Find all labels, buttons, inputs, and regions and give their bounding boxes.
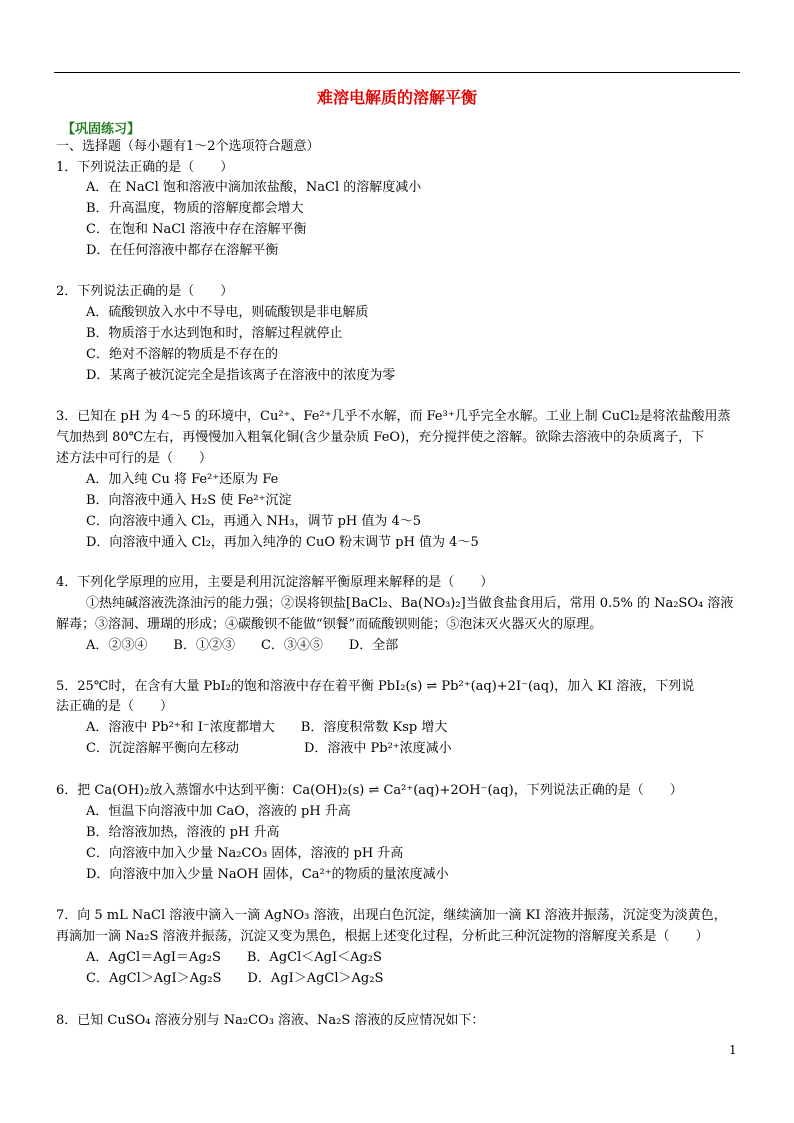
question-3-stem-line-2: 气加热到 80℃左右，再慢慢加入粗氧化铜(含少量杂质 FeO)，充分搅拌使之溶解。欲除去溶液中的杂质离子，下 — [56, 430, 705, 445]
question-3-option-b: B．向溶液中通入 H₂S 使 Fe²⁺沉淀 — [86, 493, 292, 508]
section-tag: 【巩固练习】 — [62, 122, 141, 137]
page-number: 1 — [729, 1043, 737, 1057]
page-title: 难溶电解质的溶解平衡 — [316, 88, 477, 107]
question-2-option-a: A．硫酸钡放入水中不导电，则硫酸钡是非电解质 — [86, 305, 369, 320]
question-7-stem-line-1: 7．向 5 mL NaCl 溶液中滴入一滴 AgNO₃ 溶液，出现白色沉淀，继续滴加一滴 KI 溶液并振荡，沉淀变为淡黄色， — [56, 908, 727, 923]
question-3-option-c: C．向溶液中通入 Cl₂，再通入 NH₃，调节 pH 值为 4～5 — [86, 514, 422, 529]
question-4-stem-line-2: ①热纯碱溶液洗涤油污的能力强；②误将钡盐[BaCl₂、Ba(NO₃)₂]当做食盐食用后，常用 0.5% 的 Na₂SO₄ 溶液 — [86, 596, 734, 611]
question-2-option-b: B．物质溶于水达到饱和时，溶解过程就停止 — [86, 326, 343, 341]
question-1-option-b: B．升高温度，物质的溶解度都会增大 — [86, 201, 304, 216]
question-1-option-d: D．在任何溶液中都存在溶解平衡 — [86, 243, 279, 258]
question-2-stem: 2．下列说法正确的是（ ） — [56, 284, 234, 299]
question-6-option-c: C．向溶液中加入少量 Na₂CO₃ 固体，溶液的 pH 升高 — [86, 846, 404, 861]
question-3-stem-line-3: 述方法中可行的是（ ） — [56, 451, 213, 466]
question-3-option-d: D．向溶液中通入 Cl₂，再加入纯净的 CuO 粉末调节 pH 值为 4～5 — [86, 535, 479, 550]
question-5-options-ab: A．溶液中 Pb²⁺和 I⁻浓度都增大 B．溶度积常数 Ksp 增大 — [86, 720, 448, 735]
part-heading: 一、选择题（每小题有1～2个选项符合题意） — [56, 139, 320, 154]
question-5-options-cd: C．沉淀溶解平衡向左移动 D．溶液中 Pb²⁺浓度减小 — [86, 741, 452, 756]
question-6-option-d: D．向溶液中加入少量 NaOH 固体，Ca²⁺的物质的量浓度减小 — [86, 867, 449, 882]
question-1-option-c: C．在饱和 NaCl 溶液中存在溶解平衡 — [86, 222, 307, 237]
question-3-option-a: A．加入纯 Cu 将 Fe²⁺还原为 Fe — [86, 472, 279, 487]
question-7-options-ab: A．AgCl＝AgI＝Ag₂S B．AgCl＜AgI＜Ag₂S — [86, 950, 382, 965]
question-2-option-c: C．绝对不溶解的物质是不存在的 — [86, 347, 278, 362]
question-6-option-b: B．给溶液加热，溶液的 pH 升高 — [86, 825, 280, 840]
question-7-options-cd: C．AgCl＞AgI＞Ag₂S D．AgI＞AgCl＞Ag₂S — [86, 971, 384, 986]
question-4-stem-line-3: 解毒；③溶洞、珊瑚的形成；④碳酸钡不能做“钡餐”而硫酸钡则能；⑤泡沫灭火器灭火的原理。 — [56, 617, 603, 632]
question-4-stem-line-1: 4．下列化学原理的应用，主要是利用沉淀溶解平衡原理来解释的是（ ） — [56, 575, 494, 590]
question-5-stem-line-2: 法正确的是（ ） — [56, 699, 174, 714]
question-1-option-a: A．在 NaCl 饱和溶液中滴加浓盐酸，NaCl 的溶解度减小 — [86, 180, 422, 195]
question-6-option-a: A．恒温下向溶液中加 CaO，溶液的 pH 升高 — [86, 804, 351, 819]
question-4-options: A．②③④ B．①②③ C．③④⑤ D．全部 — [86, 638, 399, 653]
question-6-stem: 6．把 Ca(OH)₂放入蒸馏水中达到平衡：Ca(OH)₂(s) ⇌ Ca²⁺(aq)+2OH⁻(aq)，下列说法正确的是（ ） — [56, 783, 683, 798]
question-8-stem: 8．已知 CuSO₄ 溶液分别与 Na₂CO₃ 溶液、Na₂S 溶液的反应情况如下： — [56, 1013, 485, 1028]
header-rule — [54, 72, 740, 73]
question-7-stem-line-2: 再滴加一滴 Na₂S 溶液并振荡，沉淀又变为黑色，根据上述变化过程，分析此三种沉淀物的溶解度关系是（ ） — [56, 929, 709, 944]
question-3-stem-line-1: 3．已知在 pH 为 4～5 的环境中，Cu²⁺、Fe²⁺几乎不水解，而 Fe³⁺几乎完全水解。工业上制 CuCl₂是将浓盐酸用蒸 — [56, 409, 731, 424]
question-2-option-d: D．某离子被沉淀完全是指该离子在溶液中的浓度为零 — [86, 368, 396, 383]
question-5-stem-line-1: 5．25℃时，在含有大量 PbI₂的饱和溶液中存在着平衡 PbI₂(s) ⇌ Pb²⁺(aq)+2I⁻(aq)，加入 KI 溶液，下列说 — [56, 679, 695, 694]
question-1-stem: 1．下列说法正确的是（ ） — [56, 160, 234, 175]
